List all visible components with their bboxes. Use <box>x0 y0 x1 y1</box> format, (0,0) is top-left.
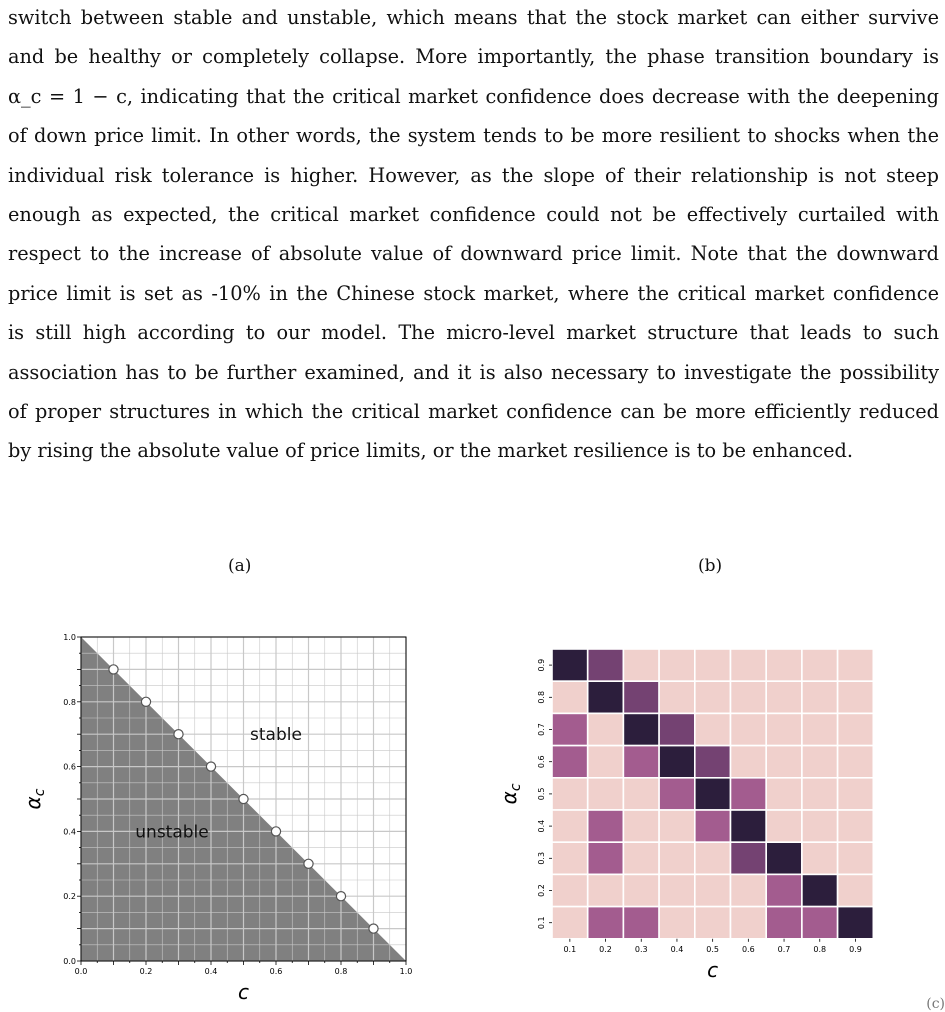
x-tick-label: 0.6 <box>269 967 283 976</box>
heatmap-cell <box>695 746 731 778</box>
y-tick-label: 0.6 <box>63 762 76 772</box>
heatmap-cell <box>802 778 838 810</box>
heatmap-cell <box>695 907 731 939</box>
heatmap-cell <box>838 713 874 745</box>
x-tick-label: 0.8 <box>813 944 827 954</box>
x-tick-label: 0.6 <box>741 944 755 954</box>
paragraph-line: of down price limit. In other words, the system tends to be more resilient to shocks when the <box>8 124 939 148</box>
heatmap-cell <box>659 649 695 681</box>
heatmap-cell <box>695 778 731 810</box>
x-tick-label: 0.2 <box>139 967 153 976</box>
heatmap-cell <box>766 746 802 778</box>
boundary-point <box>336 892 345 901</box>
heatmap-cell <box>838 874 874 906</box>
x-tick-label: 0.4 <box>670 944 684 954</box>
heatmap-cell <box>552 778 588 810</box>
heatmap-cell <box>552 907 588 939</box>
heatmap-cell <box>623 778 659 810</box>
y-tick-label: 1.0 <box>63 633 76 642</box>
heatmap-cell <box>838 842 874 874</box>
paragraph-line: is still high according to our model. The micro-level market structure that leads to such <box>8 321 939 345</box>
heatmap-cell <box>552 874 588 906</box>
boundary-point <box>174 730 183 739</box>
paragraph-line: of proper structures in which the critical market confidence can be more efficiently reduced <box>8 399 939 423</box>
heatmap-cell <box>659 907 695 939</box>
heatmap-cell <box>731 810 767 842</box>
region-label-stable: stable <box>250 725 302 746</box>
y-tick-label: 0.4 <box>63 827 76 837</box>
heatmap-cell <box>731 778 767 810</box>
paragraph-line: and be healthy or completely collapse. More importantly, the phase transition boundary is <box>8 45 939 69</box>
heatmap-cell <box>623 681 659 713</box>
heatmap-cell <box>731 874 767 906</box>
heatmap-cell <box>802 842 838 874</box>
heatmap-cell <box>766 713 802 745</box>
boundary-point <box>141 697 150 706</box>
heatmap-cell <box>552 810 588 842</box>
heatmap-cell <box>659 810 695 842</box>
heatmap-cell <box>802 746 838 778</box>
y-axis-label: $\alpha_c$ <box>21 788 48 810</box>
subfigure-label-a: (a) <box>228 556 252 576</box>
paragraph-line: enough as expected, the critical market confidence could not be effectively curtailed with <box>8 202 939 226</box>
heatmap-cell <box>588 746 624 778</box>
x-tick-label: 1.0 <box>399 967 413 976</box>
heatmap-cell <box>588 874 624 906</box>
heatmap-cell <box>588 842 624 874</box>
heatmap-cell <box>802 907 838 939</box>
y-tick-label: 0.3 <box>537 851 546 865</box>
region-label-unstable: unstable <box>135 822 209 843</box>
heatmap-cell <box>588 907 624 939</box>
heatmap-cell <box>802 810 838 842</box>
heatmap-cell <box>695 681 731 713</box>
boundary-point <box>304 859 313 868</box>
x-tick-label: 0.0 <box>74 967 88 976</box>
heatmap-cell <box>731 713 767 745</box>
subfigure-label-b: (b) <box>698 556 723 576</box>
x-tick-label: 0.3 <box>634 944 648 954</box>
heatmap-cell <box>695 842 731 874</box>
heatmap-cell <box>659 842 695 874</box>
phase-diagram-chart <box>0 610 450 1004</box>
heatmap-cell <box>552 746 588 778</box>
y-axis-label: $\alpha_c$ <box>497 783 524 805</box>
heatmap-cell <box>588 649 624 681</box>
x-tick-label: 0.8 <box>334 967 348 976</box>
paragraph-line: respect to the increase of absolute value of downward price limit. Note that the downward <box>8 242 939 266</box>
body-paragraph <box>8 3 939 476</box>
heatmap-cell <box>623 713 659 745</box>
heatmap-cell <box>802 713 838 745</box>
x-tick-label: 0.7 <box>777 944 791 954</box>
y-tick-label: 0.0 <box>63 957 76 966</box>
heatmap-cell <box>659 746 695 778</box>
y-tick-label: 0.5 <box>537 787 546 801</box>
x-tick-label: 0.2 <box>599 944 612 954</box>
y-tick-label: 0.7 <box>537 723 546 736</box>
boundary-point <box>206 762 215 771</box>
heatmap-cell <box>838 907 874 939</box>
heatmap-cell <box>802 649 838 681</box>
heatmap-cell <box>623 746 659 778</box>
heatmap-cell <box>552 842 588 874</box>
heatmap-cell <box>588 681 624 713</box>
heatmap-cell <box>659 713 695 745</box>
heatmap-cell <box>766 681 802 713</box>
paragraph-line: association has to be further examined, and it is also necessary to investigate the possibility <box>8 360 939 384</box>
heatmap-cell <box>623 810 659 842</box>
x-axis-label: c <box>238 980 249 1004</box>
heatmap-cell <box>766 778 802 810</box>
y-tick-label: 0.4 <box>537 819 546 833</box>
x-axis-label: c <box>707 957 719 982</box>
heatmap-cell <box>552 713 588 745</box>
heatmap-cell <box>623 874 659 906</box>
heatmap-cell <box>731 842 767 874</box>
x-tick-label: 0.4 <box>204 967 218 976</box>
y-tick-label: 0.8 <box>63 697 76 707</box>
heatmap-cell <box>802 874 838 906</box>
boundary-point <box>239 794 248 803</box>
confusion-heatmap-chart <box>472 610 945 990</box>
heatmap-cell <box>731 746 767 778</box>
figure-corner-mark: (c) <box>926 996 945 1012</box>
heatmap-cell <box>695 810 731 842</box>
paragraph-line: by rising the absolute value of price limits, or the market resilience is to be enhanced. <box>8 439 853 463</box>
heatmap-cell <box>766 842 802 874</box>
x-tick-label: 0.5 <box>706 944 720 954</box>
boundary-point <box>109 665 118 674</box>
y-tick-label: 0.1 <box>537 916 546 930</box>
x-tick-label: 0.9 <box>849 944 862 954</box>
heatmap-cell <box>766 874 802 906</box>
heatmap-cell <box>766 907 802 939</box>
heatmap-cell <box>695 649 731 681</box>
paragraph-line: α_c = 1 − c, indicating that the critical market confidence does decrease with the deepening <box>8 84 939 108</box>
heatmap-cell <box>731 907 767 939</box>
heatmap-cell <box>766 810 802 842</box>
heatmap-cell <box>838 746 874 778</box>
heatmap-cell <box>552 649 588 681</box>
boundary-point <box>271 827 280 836</box>
heatmap-cell <box>731 649 767 681</box>
heatmap-cell <box>695 713 731 745</box>
y-tick-label: 0.2 <box>537 884 546 897</box>
heatmap-cell <box>766 649 802 681</box>
paragraph-line: price limit is set as -10% in the Chinese stock market, where the critical market confidence <box>8 281 939 305</box>
y-tick-label: 0.8 <box>537 690 546 704</box>
y-tick-label: 0.6 <box>537 755 546 769</box>
heatmap-cell <box>695 874 731 906</box>
heatmap-cell <box>838 810 874 842</box>
heatmap-cell <box>838 649 874 681</box>
heatmap-cell <box>588 778 624 810</box>
heatmap-cell <box>552 681 588 713</box>
heatmap-cell <box>838 778 874 810</box>
heatmap-cell <box>588 713 624 745</box>
paragraph-line: switch between stable and unstable, which means that the stock market can either survive <box>8 6 939 29</box>
boundary-point <box>369 924 378 933</box>
heatmap-cell <box>731 681 767 713</box>
heatmap-cell <box>623 649 659 681</box>
heatmap-cell <box>623 842 659 874</box>
heatmap-cell <box>588 810 624 842</box>
heatmap-cell <box>802 681 838 713</box>
paragraph-line: individual risk tolerance is higher. However, as the slope of their relationship is not steep <box>8 163 939 187</box>
heatmap-cell <box>659 874 695 906</box>
y-tick-label: 0.9 <box>537 658 546 672</box>
y-tick-label: 0.2 <box>63 892 76 902</box>
heatmap-cell <box>659 681 695 713</box>
heatmap-cell <box>623 907 659 939</box>
x-tick-label: 0.1 <box>563 944 577 954</box>
heatmap-cell <box>659 778 695 810</box>
heatmap-cell <box>838 681 874 713</box>
